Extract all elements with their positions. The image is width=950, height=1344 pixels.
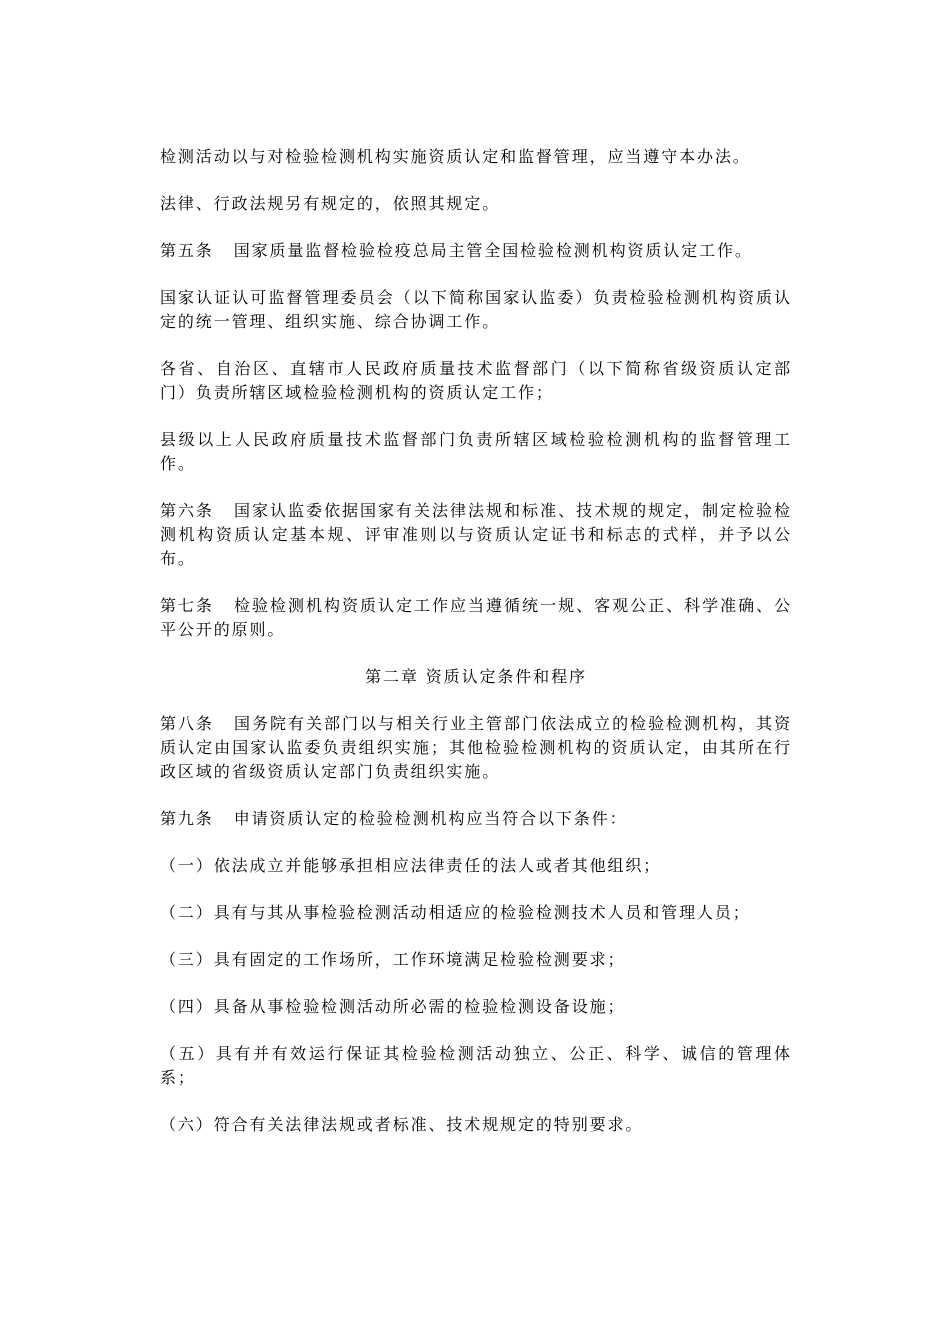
article-label: 第八条 — [160, 714, 215, 733]
article-text: 国家认证认可监督管理委员会（以下简称国家认监委）负责检验检测机构资质认定的统一管理、组织实施、综合协调工作。 — [160, 288, 792, 331]
list-item-text: （四）具备从事检验检测活动所必需的检验检测设备设施； — [160, 997, 626, 1016]
article-text: 国务院有关部门以与相关行业主管部门依法成立的检验检测机构，其资质认定由国家认监委负责组织实施；其他检验检测机构的资质认定，由其所在行政区域的省级资质认定部门负责组织实施。 — [160, 714, 792, 781]
article-7 — [160, 594, 792, 642]
paragraph — [160, 286, 792, 334]
article-text: 国家质量监督检验检疫总局主管全国检验检测机构资质认定工作。 — [233, 241, 753, 260]
list-item-text: （二）具有与其从事检验检测活动相适应的检验检测技术人员和管理人员； — [160, 903, 751, 922]
article-text: 申请资质认定的检验检测机构应当符合以下条件： — [233, 809, 628, 828]
document-page — [160, 145, 792, 1160]
list-item — [160, 854, 792, 878]
article-text: 国家认监委依据国家有关法律法规和标准、技术规的规定，制定检验检测机构资质认定基本规、评审准则以与资质认定证书和标志的式样，并予以公布。 — [160, 501, 792, 568]
article-label: 第七条 — [160, 596, 215, 615]
paragraph — [160, 428, 792, 476]
article-text: 法律、行政法规另有规定的，依照其规定。 — [160, 194, 501, 213]
list-item — [160, 948, 792, 972]
list-item-text: （一）依法成立并能够承担相应法律责任的法人或者其他组织； — [160, 856, 662, 875]
paragraph — [160, 357, 792, 405]
list-item — [160, 995, 792, 1019]
article-label: 第九条 — [160, 809, 214, 828]
paragraph — [160, 192, 792, 216]
article-6 — [160, 499, 792, 571]
article-text: 各省、自治区、直辖市人民政府质量技术监督部门（以下简称省级资质认定部门）负责所辖区域检验检测机构的资质认定工作； — [160, 359, 792, 402]
article-label: 第五条 — [160, 241, 214, 260]
list-item — [160, 901, 792, 925]
list-item — [160, 1113, 792, 1137]
list-item-text: （三）具有固定的工作场所，工作环境满足检验检测要求； — [160, 950, 626, 969]
list-item-text: （六）符合有关法律法规或者标准、技术规规定的特别要求。 — [160, 1115, 644, 1134]
article-label: 第六条 — [160, 501, 215, 520]
article-text: 县级以上人民政府质量技术监督部门负责所辖区域检验检测机构的监督管理工作。 — [160, 430, 792, 473]
list-item — [160, 1042, 792, 1090]
chapter-title: 第二章 资质认定条件和程序 — [365, 667, 587, 686]
article-5 — [160, 239, 792, 263]
list-item-text: （五）具有并有效运行保证其检验检测活动独立、公正、科学、诚信的管理体系； — [160, 1044, 792, 1087]
article-8 — [160, 712, 792, 784]
article-9 — [160, 807, 792, 831]
article-text: 检测活动以与对检验检测机构实施资质认定和监督管理，应当遵守本办法。 — [160, 147, 751, 166]
paragraph — [160, 145, 792, 169]
article-text: 检验检测机构资质认定工作应当遵循统一规、客观公正、科学准确、公平公开的原则。 — [160, 596, 792, 639]
